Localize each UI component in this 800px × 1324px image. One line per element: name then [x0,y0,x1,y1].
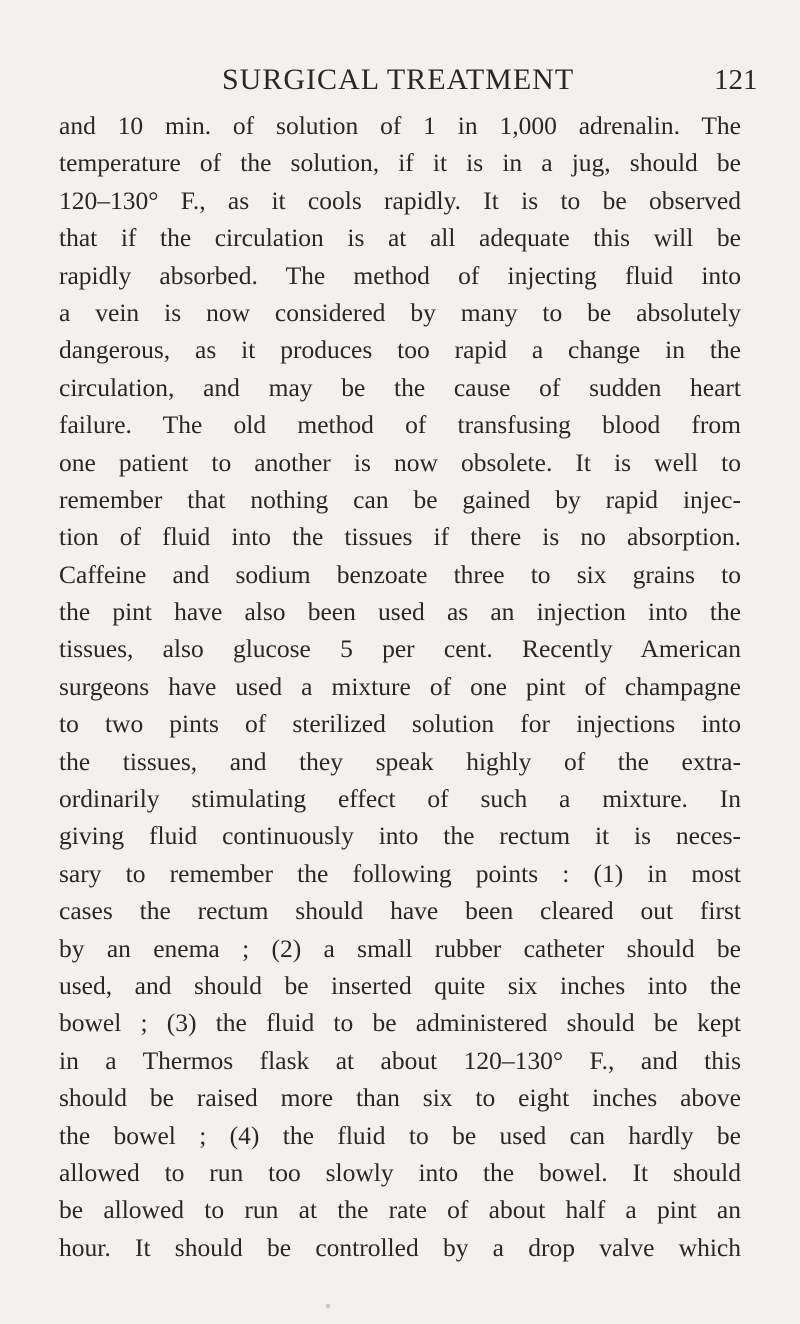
text-line: and 10 min. of solution of 1 in 1,000 adrenalin. The [59,111,741,140]
text-line: circulation, and may be the cause of sudden heart [59,372,741,402]
text-line: rapidly absorbed. The method of injecting fluid into [59,260,741,290]
text-line: the bowel ; (4) the fluid to be used can hardly be [59,1120,741,1150]
text-line: in a Thermos flask at about 120–130° F., and this [59,1045,741,1075]
text-line: a vein is now considered by many to be absolutely [59,297,741,327]
text-line: should be raised more than six to eight inches above [59,1083,741,1113]
text-line: sary to remember the following points : (1) in most [59,858,741,888]
text-line: hour. It should be controlled by a drop valve which [59,1232,741,1262]
text-line: tion of fluid into the tissues if there is no absorption. [59,522,741,552]
text-line: surgeons have used a mixture of one pint of champagne [59,671,741,701]
running-head [0,58,800,102]
text-line: remember that nothing can be gained by rapid injec- [59,484,741,514]
text-line: dangerous, as it produces too rapid a change in the [59,335,741,365]
text-line: be allowed to run at the rate of about half a pint an [59,1195,741,1225]
text-line: giving fluid continuously into the rectum it is neces- [59,821,741,851]
text-line: that if the circulation is at all adequate this will be [59,223,741,253]
text-line: one patient to another is now obsolete. It is well to [59,447,741,477]
text-line: to two pints of sterilized solution for injections into [59,709,741,739]
text-line: temperature of the solution, if it is in a jug, should be [59,148,741,178]
page-number: 121 [714,64,758,96]
text-line: tissues, also glucose 5 per cent. Recently American [59,634,741,664]
text-line: ordinarily stimulating effect of such a mixture. In [59,784,741,814]
text-line: Caffeine and sodium benzoate three to six grains to [59,559,741,589]
text-line: allowed to run too slowly into the bowel. It should [59,1157,741,1187]
text-line: the tissues, and they speak highly of the extra- [59,746,741,776]
text-line: used, and should be inserted quite six inches into the [59,970,741,1000]
text-line: the pint have also been used as an injection into the [59,597,741,627]
text-line: bowel ; (3) the fluid to be administered should be kept [59,1008,741,1038]
text-line: 120–130° F., as it cools rapidly. It is to be observed [59,185,741,215]
text-line: by an enema ; (2) a small rubber catheter should be [59,933,741,963]
body-text [59,107,741,1266]
running-title: SURGICAL TREATMENT [222,63,575,96]
ink-speck [326,1304,330,1308]
text-line: cases the rectum should have been cleared out first [59,896,741,926]
text-line: failure. The old method of transfusing blood from [59,410,741,440]
